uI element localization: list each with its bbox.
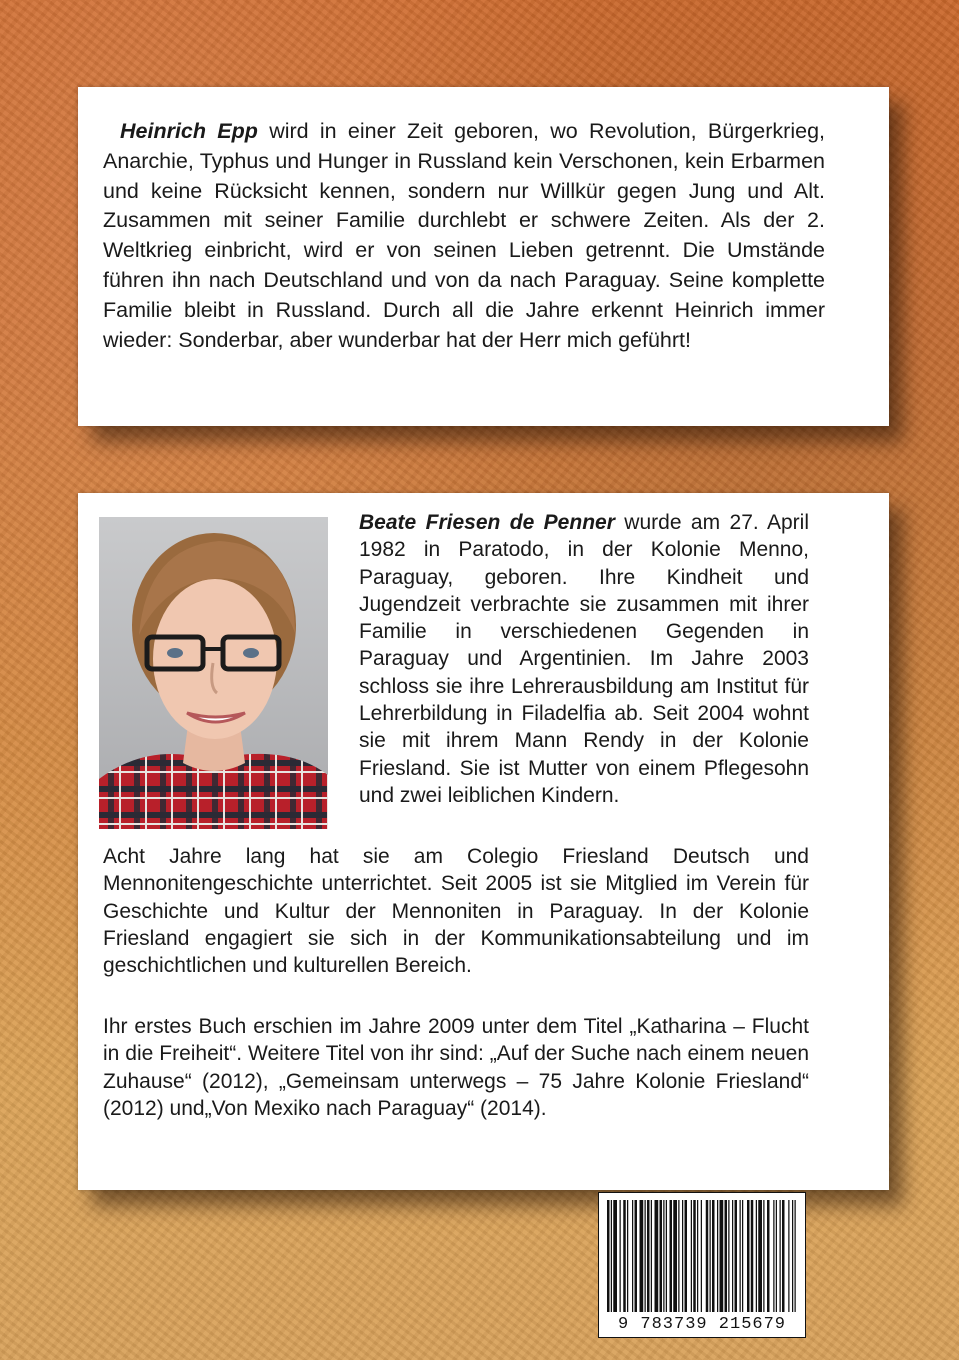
barcode-bar	[780, 1200, 781, 1312]
barcode-bar	[747, 1200, 750, 1312]
barcode-bar	[795, 1200, 796, 1312]
summary-text	[103, 117, 825, 355]
barcode-bar	[697, 1200, 698, 1312]
barcode-bars	[607, 1200, 797, 1312]
barcode-bar	[640, 1200, 644, 1312]
barcode-bar	[792, 1200, 793, 1312]
barcode-bar	[712, 1200, 715, 1312]
barcode-bar	[732, 1200, 733, 1312]
author-bio-part3: Ihr erstes Buch erschien im Jahre 2009 unter dem Titel „Katharina – Flucht in die Freiheit“. Weitere Titel von ihr sind: „Auf der Suche nach einem neuen Zuhause“ (2012), „Gemeinsam unterwegs – 75 Jahre Kolonie Friesland“ (2012) und„Von Mexiko nach Paraguay“ (2014).	[103, 1015, 809, 1120]
protagonist-name: Heinrich Epp	[120, 119, 258, 143]
barcode-bar	[763, 1200, 764, 1312]
barcode-bar	[678, 1200, 679, 1312]
barcode-bar	[682, 1200, 683, 1312]
barcode-bar	[685, 1200, 688, 1312]
barcode-bar	[710, 1200, 711, 1312]
barcode-bar	[663, 1200, 664, 1312]
barcode-bar	[673, 1200, 677, 1312]
isbn-barcode	[598, 1192, 806, 1338]
barcode-bar	[651, 1200, 652, 1312]
barcode-bar	[782, 1200, 785, 1312]
barcode-bar	[725, 1200, 728, 1312]
summary-panel	[78, 87, 889, 426]
author-bio-part1: wurde am 27. April 1982 in Paratodo, in der Kolonie Menno, Paraguay, geboren. Ihre Kindheit und Jugendzeit verbrachte sie zusammen mit ihrer Familie in verschiedenen Gegenden in Paraguay und Argentinien. Im Jahre 2003 schloss sie ihre Lehrerausbildung am Institut für Lehrerbildung in Filadelfia ab. Seit 2004 wohnt sie mit ihrem Mann Rendy in der Kolonie Friesland. Sie ist Mutter von einem Pflegesohn und zwei leiblichen Kindern.	[359, 511, 809, 807]
author-portrait-image	[99, 517, 328, 829]
barcode-bar	[660, 1200, 663, 1312]
barcode-bar	[623, 1200, 626, 1312]
author-photo	[99, 517, 328, 829]
barcode-bar	[788, 1200, 789, 1312]
barcode-bar	[720, 1200, 724, 1312]
barcode-bar	[620, 1200, 621, 1312]
barcode-bar	[728, 1200, 729, 1312]
barcode-bar	[773, 1200, 774, 1312]
barcode-bar	[742, 1200, 743, 1312]
summary-body: wird in einer Zeit geboren, wo Revolution, Bürgerkrieg, Anarchie, Typhus und Hunger in Russland kein Verschonen, kein Erbarmen und keine Rücksicht kennen, sondern nur Willkür gegen Jung und Alt. Zusammen mit seiner Familie durchlebt er schwere Zeiten. Als der 2. Weltkrieg einbricht, wird er von seinen Lieben getrennt. Die Umstände führen ihn nach Deutschland und von da nach Paraguay. Seine komplette Familie bleibt in Russland. Durch all die Jahre erkennt Heinrich immer wieder: Sonderbar, aber wunderbar hat der Herr mich geführt!	[103, 119, 825, 352]
barcode-bar	[627, 1200, 628, 1312]
barcode-bar	[607, 1200, 610, 1312]
barcode-bar	[735, 1200, 738, 1312]
barcode-bar	[776, 1200, 777, 1312]
barcode-bar	[635, 1200, 638, 1312]
barcode-bar	[701, 1200, 702, 1312]
barcode-bar	[767, 1200, 770, 1312]
barcode-bar	[756, 1200, 757, 1312]
barcode-bar	[717, 1200, 718, 1312]
isbn-number: 9 783739 215679	[617, 1315, 787, 1334]
barcode-bar	[666, 1200, 667, 1312]
barcode-bar	[611, 1200, 612, 1312]
barcode-bar	[751, 1200, 754, 1312]
barcode-bar	[647, 1200, 650, 1312]
barcode-bar	[758, 1200, 762, 1312]
barcode-bar	[691, 1200, 692, 1312]
barcode-bar	[655, 1200, 659, 1312]
barcode-bar	[645, 1200, 646, 1312]
barcode-bar	[706, 1200, 709, 1312]
barcode-bar	[693, 1200, 696, 1312]
barcode-bar	[740, 1200, 741, 1312]
author-bio-intro	[359, 509, 809, 809]
barcode-bar	[613, 1200, 617, 1312]
author-bio-part2: Acht Jahre lang hat sie am Colegio Friesland Deutsch und Mennonitengeschichte unterrichtet. Seit 2005 ist sie Mitglied im Verein für Geschichte und Kultur der Mennoniten in Paraguay. In der Kolonie Friesland engagiert sie sich in der Kommunikationsabteilung und im geschichtlichen und kulturellen Bereich.	[103, 845, 809, 978]
barcode-bar	[670, 1200, 673, 1312]
barcode-bar	[632, 1200, 633, 1312]
author-panel	[78, 493, 889, 1190]
author-name: Beate Friesen de Penner	[359, 511, 615, 534]
